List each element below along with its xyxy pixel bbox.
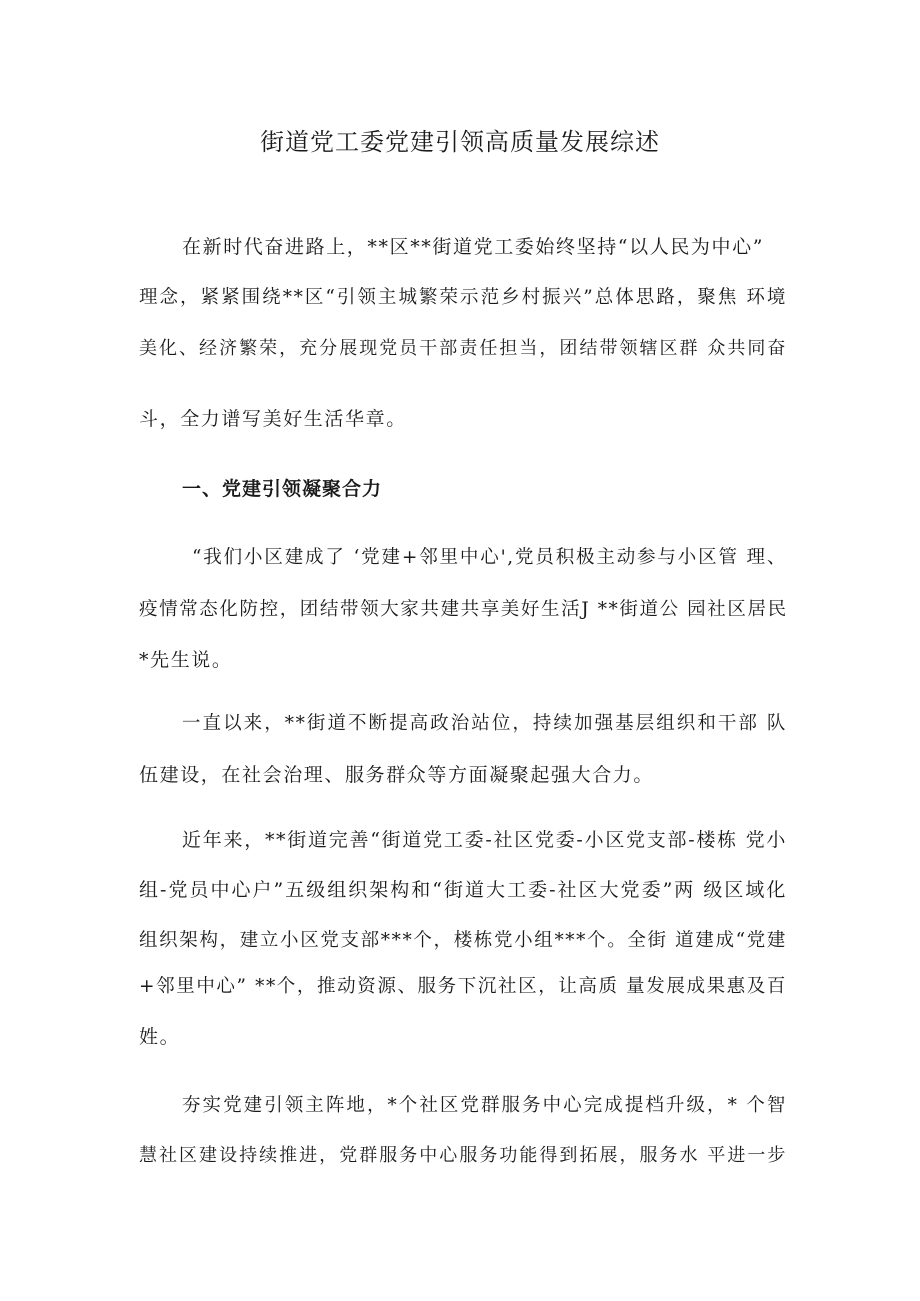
para3-line-4: +邻里中心” **个，推动资源、服务下沉社区，让高质 量发展成果惠及百 <box>139 976 787 997</box>
para4-line-1: 夯实党建引领主阵地，*个社区党群服务中心完成提档升级，* 个智 <box>182 1095 787 1116</box>
document-title: 街道党工委党建引领高质量发展综述 <box>260 128 660 156</box>
para3-line-1: 近年来，**街道完善“街道党工委-社区党委-小区党支部-楼栋 党小 <box>182 829 787 851</box>
intro-line-3: 美化、经济繁荣，充分展现党员干部责任担当，团结带领辖区群 众共同奋 <box>139 338 787 359</box>
para2-line-1: 一直以来，**街道不断提高政治站位，持续加强基层组织和干部 队 <box>182 713 787 734</box>
para3-line-2: 组-党员中心户”五级组织架构和“街道大工委-社区大党委”两 级区域化 <box>139 879 787 901</box>
quote-line-2: 疫情常态化防控，团结带领大家共建共享美好生活J **街道公 园社区居民 <box>139 599 788 620</box>
intro-line-2: 理念，紧紧围绕**区“引领主城繁荣示范乡村振兴”总体思路，聚焦 环境 <box>139 287 787 308</box>
intro-line-1: 在新时代奋进路上，**区**街道党工委始终坚持“以人民为中心” <box>182 236 765 258</box>
intro-line-4: 斗，全力谱写美好生活华章。 <box>139 408 407 430</box>
section-heading-1: 一、党建引领凝聚合力 <box>182 478 383 500</box>
quote-line-1: “我们小区建成了 ‘党建+邻里中心',党员积极主动参与小区管 理、 <box>192 547 787 568</box>
para4-line-2: 慧社区建设持续推进，党群服务中心服务功能得到拓展，服务水 平进一步 <box>139 1145 787 1166</box>
para3-line-5: 姓。 <box>139 1026 181 1048</box>
para2-line-2: 伍建设，在社会治理、服务群众等方面凝聚起强大合力。 <box>139 764 655 786</box>
quote-line-3: *先生说。 <box>139 649 233 671</box>
para3-line-3: 组织架构，建立小区党支部***个，楼栋党小组***个。全街 道建成“党建 <box>139 930 787 951</box>
